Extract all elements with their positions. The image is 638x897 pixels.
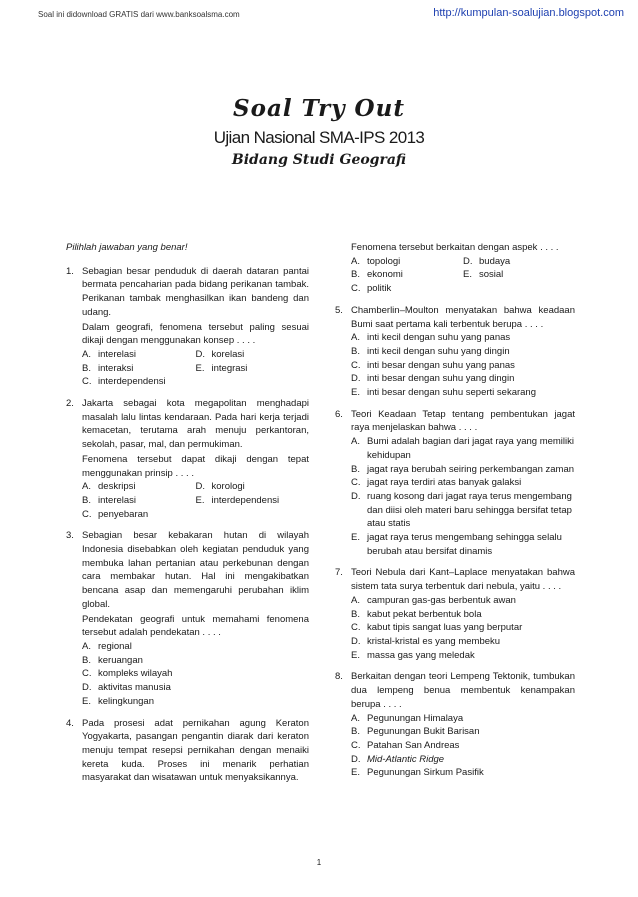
option — [82, 348, 196, 362]
option-letter: E. — [351, 767, 360, 779]
option-letter: B. — [351, 345, 360, 357]
option — [351, 753, 575, 767]
option-letter: B. — [351, 463, 360, 475]
question-text: Berkaitan dengan teori Lempeng Tektonik, tumbukan dua lempeng benua membentuk kenampakan berupa . . . . — [351, 671, 575, 710]
options-list — [82, 348, 309, 389]
option-letter: E. — [351, 532, 360, 544]
option-letter: E. — [195, 362, 205, 374]
option-letter: D. — [82, 682, 92, 694]
option-letter: C. — [82, 376, 92, 388]
option-text: ruang kosong dari jagat raya terus mengembang dan diisi oleh materi baru sehingga bersifat tetap atau statis — [367, 490, 572, 530]
option — [351, 635, 575, 649]
option — [351, 594, 575, 608]
option — [82, 375, 196, 389]
option — [196, 480, 310, 494]
option-text: inti besar dengan suhu seperti sekarang — [367, 387, 537, 399]
question-3 — [66, 529, 309, 708]
option — [351, 739, 575, 753]
option — [82, 654, 309, 668]
option-text: interaksi — [98, 362, 134, 374]
option-letter: B. — [351, 269, 360, 281]
option-letter: C. — [351, 283, 361, 295]
option-text: integrasi — [211, 362, 248, 374]
option-text: inti kecil dengan suhu yang dingin — [367, 345, 510, 357]
question-8 — [335, 670, 575, 780]
option-letter: D. — [351, 635, 361, 647]
option — [82, 362, 196, 376]
option-text: topologi — [367, 255, 401, 267]
option-letter: D. — [195, 481, 205, 493]
option-letter: A. — [82, 481, 91, 493]
option-letter: C. — [82, 508, 92, 520]
option-text: aktivitas manusia — [98, 682, 171, 694]
question-text: Teori Keadaan Tetap tentang pembentukan jagat raya menjelaskan bahwa . . . . — [351, 408, 575, 434]
option — [351, 476, 575, 490]
question-prompt: Fenomena tersebut dapat dikaji dengan tepat menggunakan prinsip . . . . — [82, 453, 309, 479]
option — [351, 621, 575, 635]
option — [351, 490, 575, 531]
option — [351, 359, 575, 373]
option-letter: C. — [82, 668, 92, 680]
exam-subtitle: Ujian Nasional SMA-IPS 2013 — [213, 128, 425, 147]
option-letter: E. — [351, 387, 360, 399]
option-letter: B. — [351, 608, 360, 620]
options-list — [82, 640, 309, 709]
option — [196, 494, 310, 508]
option — [196, 362, 310, 376]
question-prompt: Pendekatan geografi untuk memahami fenomena tersebut adalah pendekatan . . . . — [82, 613, 309, 639]
question-number: 4. — [66, 717, 74, 729]
question-6 — [335, 408, 575, 559]
option-letter: A. — [351, 255, 360, 267]
option-text: Mid-Atlantic Ridge — [367, 753, 445, 765]
option-letter: A. — [82, 640, 91, 652]
option — [351, 649, 575, 663]
question-number: 2. — [66, 398, 74, 410]
option-text: interdependensi — [211, 494, 280, 506]
option-letter: B. — [82, 494, 91, 506]
option-letter: A. — [82, 348, 91, 360]
option — [351, 608, 575, 622]
options-list — [351, 594, 575, 663]
option-letter: D. — [351, 753, 361, 765]
option — [351, 255, 463, 269]
option-letter: E. — [82, 695, 91, 707]
option-text: korologi — [211, 481, 245, 493]
option-text: kabut pekat berbentuk bola — [367, 608, 482, 620]
option-letter: C. — [351, 739, 361, 751]
option-text: Patahan San Andreas — [367, 739, 460, 751]
question-text: Teori Nebula dari Kant–Laplace menyatakan bahwa sistem tata surya terbentuk dari nebula, yaitu . . . . — [351, 567, 575, 593]
question-number: 8. — [335, 671, 343, 683]
option-letter: A. — [351, 712, 360, 724]
option — [82, 508, 196, 522]
question-text: Sebagian besar kebakaran hutan di wilayah Indonesia disebabkan oleh kegiatan penduduk yang membuka lahan pertanian atau perkebunan dengan cara membakar hutan. Hal ini mengakibatkan bencana asap dan memengaruhi perubahan iklim global. — [82, 530, 309, 610]
option-text: jagat raya berubah seiring perkembangan zaman — [367, 463, 575, 475]
page-number: 1 — [316, 858, 322, 867]
option — [351, 372, 575, 386]
option-letter: B. — [351, 726, 360, 738]
option-text: massa gas yang meledak — [367, 649, 475, 661]
left-column — [66, 241, 309, 793]
options-list — [351, 435, 575, 558]
question-4-options — [351, 255, 575, 296]
question-4 — [66, 717, 309, 786]
question-text: Chamberlin–Moulton menyatakan bahwa keadaan Bumi saat pertama kali terbentuk berupa . . . . — [351, 304, 575, 330]
question-4-prompt: Fenomena tersebut berkaitan dengan aspek . . . . — [351, 242, 559, 253]
option-letter: A. — [351, 436, 360, 448]
option-text: deskripsi — [98, 481, 136, 493]
option — [351, 345, 575, 359]
option — [351, 331, 575, 345]
option-text: regional — [98, 640, 132, 652]
option-text: inti besar dengan suhu yang panas — [367, 359, 515, 371]
question-number: 7. — [335, 567, 343, 579]
question-text: Jakarta sebagai kota megapolitan menghadapi masalah lalu lintas kendaraan. Pada hari kerja terjadi kemacetan, terutama arah menuju perkantoran, sekolah, pasar, mal, dan permukiman. — [82, 398, 309, 451]
option — [82, 640, 309, 654]
option-text: kristal-kristal es yang membeku — [367, 635, 501, 647]
option-text: interdependensi — [98, 376, 166, 388]
option — [351, 435, 575, 462]
option — [351, 268, 463, 282]
option-letter: C. — [351, 359, 361, 371]
header-link[interactable]: http://kumpulan-soalujian.blogspot.com — [433, 7, 624, 19]
option — [82, 695, 309, 709]
option-text: keruangan — [98, 654, 143, 666]
option — [351, 766, 575, 780]
option-text: sosial — [479, 269, 504, 281]
option-text: kelingkungan — [98, 695, 154, 707]
option-letter: B. — [82, 654, 91, 666]
option — [351, 386, 575, 400]
option — [82, 494, 196, 508]
option-text: interelasi — [98, 348, 137, 360]
option-text: budaya — [479, 255, 511, 267]
option — [463, 268, 575, 282]
option-text: kabut tipis sangat luas yang berputar — [367, 622, 523, 634]
question-number: 1. — [66, 265, 74, 277]
option — [196, 348, 310, 362]
page-title: Soal Try Out — [233, 95, 405, 122]
question-text: Sebagian besar penduduk di daerah dataran pantai bermata pencaharian pada bidang perikanan tambak. Perikanan tambak menghasilkan ikan bandeng dan udang. — [82, 265, 309, 318]
options-list — [351, 331, 575, 400]
option — [82, 480, 196, 494]
option — [351, 725, 575, 739]
option-letter: E. — [351, 649, 360, 661]
option-text: Pegunungan Himalaya — [367, 712, 464, 724]
question-prompt: Dalam geografi, fenomena tersebut paling sesuai dikaji dengan menggunakan konsep . . . . — [82, 321, 309, 347]
option-text: ekonomi — [367, 269, 403, 281]
option-letter: A. — [351, 594, 360, 606]
option-text: korelasi — [211, 348, 245, 360]
option-letter: C. — [351, 622, 361, 634]
question-1 — [66, 265, 309, 389]
question-number: 5. — [335, 304, 343, 316]
option-text: Pegunungan Sirkum Pasifik — [367, 767, 484, 779]
option-text: politik — [367, 283, 392, 295]
option-text: Pegunungan Bukit Barisan — [367, 726, 480, 738]
question-text: Pada prosesi adat pernikahan agung Keraton Yogyakarta, pasangan pengantin diarak dari keraton menuju tempat resepsi pernikahan dengan menaiki kereta kuda. Proses ini menarik perhatian masyarakat dan wisatawan untuk menyaksikannya. — [82, 717, 309, 784]
option-letter: D. — [463, 255, 473, 267]
question-5 — [335, 304, 575, 400]
option-text: penyebaran — [98, 508, 149, 520]
instruction: Pilihlah jawaban yang benar! — [66, 242, 188, 253]
subject-title: Bidang Studi Geografi — [231, 152, 407, 168]
question-2 — [66, 397, 309, 521]
option-letter: D. — [195, 348, 205, 360]
header-source-text: Soal ini didownload GRATIS dari www.banksoalsma.com — [38, 10, 240, 19]
question-number: 3. — [66, 530, 74, 542]
option — [351, 712, 575, 726]
option-letter: D. — [351, 490, 361, 502]
option-text: campuran gas-gas berbentuk awan — [367, 594, 516, 606]
option-text: jagat raya terdiri atas banyak galaksi — [367, 477, 522, 489]
option-text: inti kecil dengan suhu yang panas — [367, 332, 511, 344]
option-letter: D. — [351, 373, 361, 385]
option-text: interelasi — [98, 494, 137, 506]
question-number: 6. — [335, 408, 343, 420]
option-letter: E. — [195, 494, 205, 506]
right-column — [335, 241, 575, 788]
option-text: inti besar dengan suhu yang dingin — [367, 373, 515, 385]
option — [351, 282, 463, 296]
question-4-continuation — [351, 241, 575, 296]
option-letter: C. — [351, 477, 361, 489]
option-letter: E. — [463, 269, 472, 281]
option-letter: A. — [351, 332, 360, 344]
option — [463, 255, 575, 269]
option-text: jagat raya terus mengembang sehingga selalu berubah atau bersifat dinamis — [367, 532, 562, 557]
option — [82, 667, 309, 681]
options-list — [351, 712, 575, 781]
option-text: kompleks wilayah — [98, 668, 173, 680]
question-7 — [335, 566, 575, 662]
option — [351, 463, 575, 477]
option — [82, 681, 309, 695]
option-text: Bumi adalah bagian dari jagat raya yang memiliki kehidupan — [367, 436, 575, 461]
options-list — [82, 480, 309, 521]
option-letter: B. — [82, 362, 91, 374]
option — [351, 531, 575, 558]
